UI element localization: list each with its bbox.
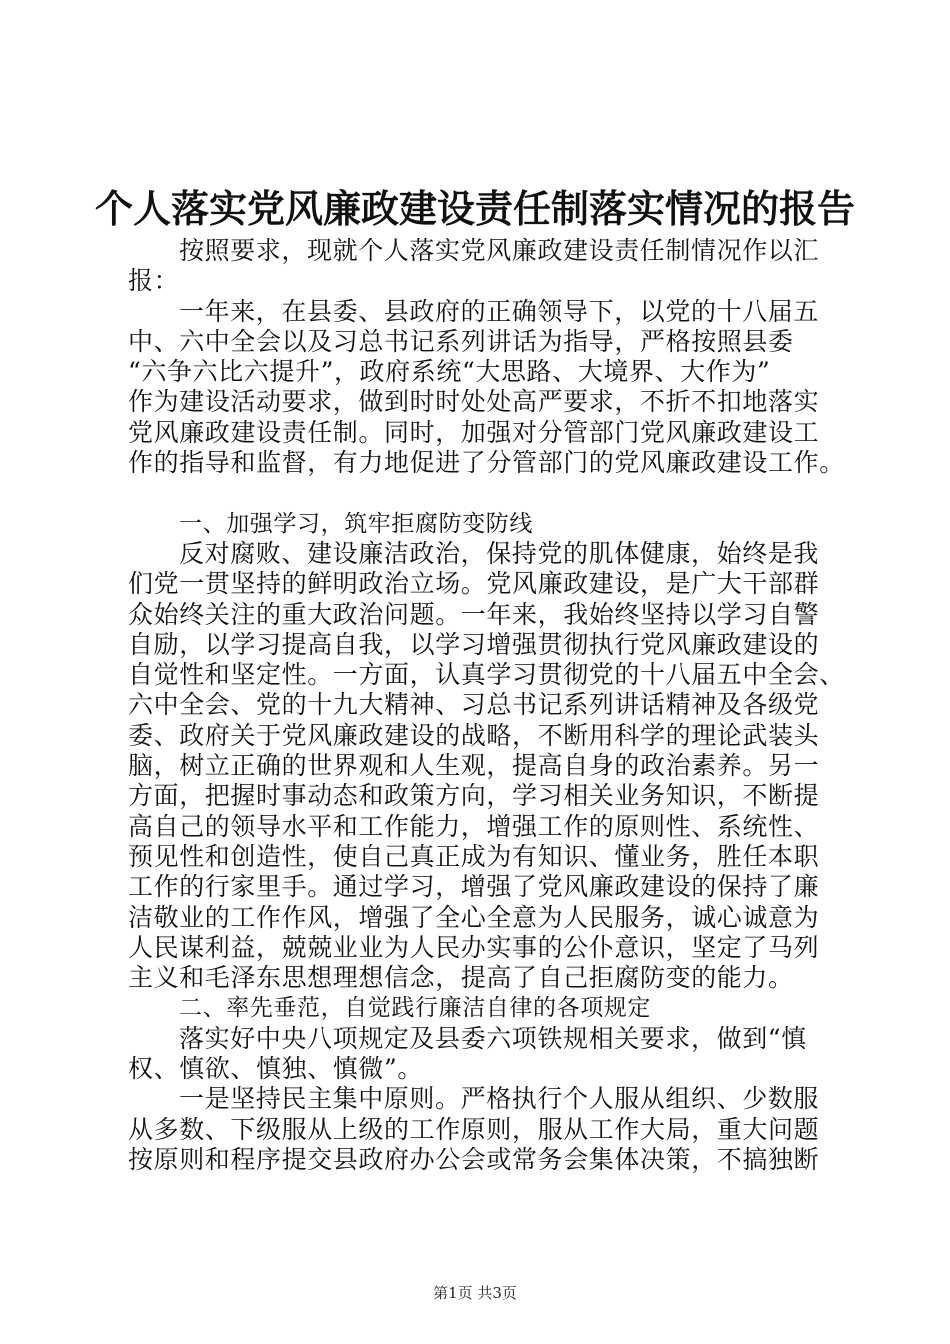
paragraph-line: 高自己的领导水平和工作能力，增强工作的原则性、系统性、 [128, 811, 820, 841]
paragraph-line: 六中全会、党的十九大精神、习总书记系列讲话精神及各级党 [128, 690, 820, 720]
blank-line [128, 478, 838, 508]
paragraph-line: 自励，以学习提高自我，以学习增强贯彻执行党风廉政建设的 [128, 629, 820, 659]
page-number: 第1页 共3页 [433, 1284, 517, 1302]
paragraph-line: 一是坚持民主集中原则。严格执行个人服从组织、少数服 [179, 1084, 820, 1114]
paragraph-line: 党风廉政建设责任制。同时，加强对分管部门党风廉政建设工 [128, 417, 820, 447]
paragraph-line: 反对腐败、建设廉洁政治，保持党的肌体健康，始终是我 [179, 538, 820, 568]
document-title: 个人落实党风廉政建设责任制落实情况的报告 [94, 186, 855, 231]
section-heading: 一、加强学习，筑牢拒腐防变防线 [179, 510, 533, 537]
paragraph-line: 按原则和程序提交县政府办公会或常务会集体决策，不搞独断 [128, 1144, 820, 1174]
paragraph-line: 作的指导和监督，有力地促进了分管部门的党风廉政建设工作。 [128, 448, 845, 478]
paragraph-line: 权、慎欲、慎独、慎微”。 [128, 1054, 423, 1084]
paragraph-line: 主义和毛泽东思想理想信念，提高了自己拒腐防变的能力。 [128, 963, 794, 993]
paragraph-line: 们党一贯坚持的鲜明政治立场。党风廉政建设，是广大干部群 [128, 569, 820, 599]
paragraph-line: 洁敬业的工作作风，增强了全心全意为人民服务，诚心诚意为 [128, 902, 820, 932]
paragraph-line: 从多数、下级服从上级的工作原则，服从工作大局，重大问题 [128, 1114, 820, 1144]
paragraph-line: 人民谋利益，兢兢业业为人民办实事的公仆意识，坚定了马列 [128, 932, 820, 962]
paragraph-line: 按照要求，现就个人落实党风廉政建设责任制情况作以汇 [179, 236, 820, 265]
paragraph-line: 报： [128, 266, 180, 296]
paragraph-line: 众始终关注的重大政治问题。一年来，我始终坚持以学习自警 [128, 599, 820, 629]
section-heading: 二、率先垂范，自觉践行廉洁自律的各项规定 [179, 995, 651, 1022]
paragraph-line: 中、六中全会以及习总书记系列讲话为指导，严格按照县委 [128, 326, 794, 356]
paragraph-line: 委、政府关于党风廉政建设的战略，不断用科学的理论武装头 [128, 720, 820, 750]
paragraph-line: 工作的行家里手。通过学习，增强了党风廉政建设的保持了廉 [128, 872, 820, 902]
paragraph-line: 一年来，在县委、县政府的正确领导下，以党的十八届五 [179, 296, 820, 326]
document-body [128, 236, 845, 1175]
paragraph-line: 自觉性和坚定性。一方面，认真学习贯彻党的十八届五中全会、 [128, 660, 845, 690]
paragraph-line: “六争六比六提升”，政府系统“大思路、大境界、大作为” [128, 357, 771, 387]
paragraph-line: 预见性和创造性，使自己真正成为有知识、懂业务，胜任本职 [128, 841, 820, 871]
paragraph-line: 落实好中央八项规定及县委六项铁规相关要求，做到“慎 [179, 1023, 807, 1053]
paragraph-line: 方面，把握时事动态和政策方向，学习相关业务知识，不断提 [128, 781, 820, 811]
paragraph-line: 脑，树立正确的世界观和人生观，提高自身的政治素养。另一 [128, 751, 820, 781]
paragraph-line: 作为建设活动要求，做到时时处处高严要求，不折不扣地落实 [128, 387, 820, 417]
